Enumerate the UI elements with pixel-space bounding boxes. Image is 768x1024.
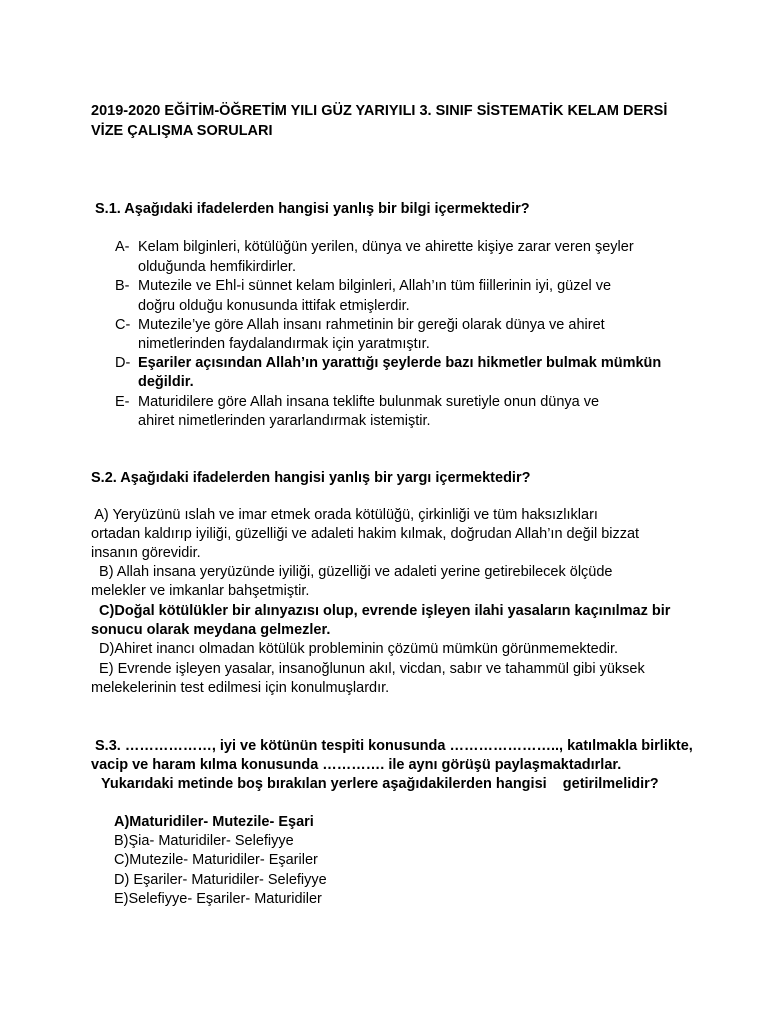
option-text-line: Eşariler açısından Allah’ın yarattığı şeylerde bazı hikmetler bulmak mümkün xyxy=(138,355,662,371)
question-2-line: melekelerinin test edilmesi için konulmuşlardır. xyxy=(91,680,390,696)
option-text-line: Mutezile’ye göre Allah insanı rahmetinin bir gereği olarak dünya ve ahiret xyxy=(138,317,605,333)
question-3-stem-line: vacip ve haram kılma konusunda …………. ile aynı görüşü paylaşmaktadırlar. xyxy=(91,757,622,773)
question-3-option-a: A)Maturidiler- Mutezile- Eşari xyxy=(114,814,314,830)
option-text-line: Mutezile ve Ehl-i sünnet kelam bilginleri, Allah’ın tüm fiillerinin iyi, güzel ve xyxy=(138,278,612,294)
question-2-line: sonucu olarak meydana gelmezler. xyxy=(91,622,331,638)
question-2-line: B) Allah insana yeryüzünde iyiliği, güzelliği ve adaleti yerine getirebilecek ölçüde xyxy=(91,564,613,580)
option-text-line: değildir. xyxy=(138,374,194,390)
option-letter: C- xyxy=(115,317,131,333)
document-title-line-1: 2019-2020 EĞİTİM-ÖĞRETİM YILI GÜZ YARIYILI 3. SINIF SİSTEMATİK KELAM DERSİ xyxy=(91,103,668,119)
option-text-line: olduğunda hemfikirdirler. xyxy=(138,259,296,275)
question-2-line: C)Doğal kötülükler bir alınyazısı olup, evrende işleyen ilahi yasaların kaçınılmaz bir xyxy=(91,603,671,619)
question-3-option-c: C)Mutezile- Maturidiler- Eşariler xyxy=(114,852,318,868)
option-letter: D- xyxy=(115,355,131,371)
question-2-stem: S.2. Aşağıdaki ifadelerden hangisi yanlış bir yargı içermektedir? xyxy=(91,470,531,486)
question-3-stem-line: Yukarıdaki metinde boş bırakılan yerlere aşağıdakilerden hangisi getirilmelidir? xyxy=(101,776,659,792)
option-text-line: ahiret nimetlerinden yararlandırmak istemiştir. xyxy=(138,413,431,429)
document-title-line-2: VİZE ÇALIŞMA SORULARI xyxy=(91,123,273,139)
question-3-option-d: D) Eşariler- Maturidiler- Selefiyye xyxy=(114,872,327,888)
option-letter: E- xyxy=(115,394,130,410)
option-letter: B- xyxy=(115,278,130,294)
question-3-option-e: E)Selefiyye- Eşariler- Maturidiler xyxy=(114,891,322,907)
question-2-line: E) Evrende işleyen yasalar, insanoğlunun akıl, vicdan, sabır ve tahammül gibi yüksek xyxy=(91,661,645,677)
option-text-line: doğru olduğu konusunda ittifak etmişlerdir. xyxy=(138,298,410,314)
option-letter: A- xyxy=(115,239,130,255)
question-2-line: D)Ahiret inancı olmadan kötülük probleminin çözümü mümkün görünmemektedir. xyxy=(91,641,619,657)
question-1-stem: S.1. Aşağıdaki ifadelerden hangisi yanlış bir bilgi içermektedir? xyxy=(95,201,530,217)
question-3-stem-line: S.3. ………………, iyi ve kötünün tespiti konusunda ………………….., katılmakla birlikte, xyxy=(95,738,693,754)
question-2-line: melekler ve imkanlar bahşetmiştir. xyxy=(91,583,310,599)
question-2-line: insanın görevidir. xyxy=(91,545,201,561)
option-text-line: Maturidilere göre Allah insana teklifte bulunmak suretiyle onun dünya ve xyxy=(138,394,600,410)
question-3-option-b: B)Şia- Maturidiler- Selefiyye xyxy=(114,833,294,849)
option-text-line: Kelam bilginleri, kötülüğün yerilen, dünya ve ahirette kişiye zarar veren şeyler xyxy=(138,239,634,255)
option-text-line: nimetlerinden faydalandırmak için yaratmıştır. xyxy=(138,336,430,352)
question-2-line: ortadan kaldırıp iyiliği, güzelliği ve adaleti hakim kılmak, doğrudan Allah’ın değil bizzat xyxy=(91,526,640,542)
question-2-line: A) Yeryüzünü ıslah ve imar etmek orada kötülüğü, çirkinliği ve tüm haksızlıkları xyxy=(91,507,598,523)
